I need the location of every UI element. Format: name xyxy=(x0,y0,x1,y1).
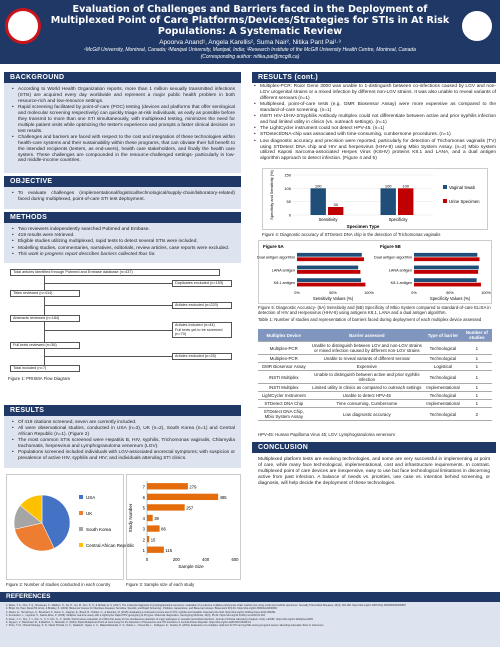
barrier-table xyxy=(258,329,492,429)
x-axis-title: Sample Size xyxy=(178,564,204,569)
legend-label: South Korea xyxy=(86,527,112,532)
legend-label: UK xyxy=(86,511,93,516)
figure-3-bar-chart xyxy=(126,474,241,580)
legend-swatch xyxy=(443,199,447,203)
y-tick-label: Dual antigen algorithm xyxy=(257,255,295,260)
table-cell: STDetect DNA Chip, Mbio System Assay xyxy=(258,408,309,421)
y-tick-label: 7 xyxy=(142,484,145,490)
x-tick-label: 0% xyxy=(294,291,300,295)
x-tick-label: 100% xyxy=(481,291,491,295)
methods-item: • 419 results were retrieved. xyxy=(10,233,235,239)
results-item: • All were observational studies, conducted in USA (n=3), UK (n=2), South Korea (n=1) and Central African Republic (n=1). (Figure 2) xyxy=(10,426,235,438)
figure-4-svg xyxy=(263,169,489,231)
table-note: HPV-45: Human Papilloma Virus 45; LGV: Lymphogranuloma venereum xyxy=(258,432,395,437)
table-row xyxy=(258,400,492,408)
conclusion-body: Multiplexed platform tests are evolving technologies, and some are very successful in implementing at point of care, while many face technological, implementational, cost and infrastructure requirements. In contrast, multiplexed point of care devices are inexpensive, easy to use but face technological limitations in discerning active from past infection. A balance of needs vs. priorities, use case vs. intention behind screening, or diagnosis, will help decide the deployment of these technologies. xyxy=(252,453,496,483)
table-header-cell: Barrier assessed xyxy=(309,329,424,342)
results-body xyxy=(4,416,241,468)
results-item: • Of 419 citations screened, seven are currently included. xyxy=(10,420,235,426)
objective-heading: OBJECTIVE xyxy=(4,176,241,187)
research-institute-logo xyxy=(459,8,495,44)
barrier-table-grid xyxy=(258,329,492,421)
reference-item: 3. Moore, E., Humphreys, S., Bouchard, F., Davis, K., Gagnier, E., Brauli, B., Hubber, C., & Daumke, M. (2015). Evaluating a multi-point-of-care test for HIV, syphilis and hepatitis: Assessing the field, https://doi.org/10.1136/sextrans-2014-051891 xyxy=(6,610,276,614)
bar xyxy=(328,207,343,215)
table-cell: Implementational xyxy=(426,385,460,390)
table-cell: Implementational xyxy=(426,401,460,406)
bar xyxy=(297,278,361,282)
table-cell: 2 xyxy=(462,408,492,421)
table-header-cell: Multiplex Device xyxy=(258,329,309,342)
legend-swatch xyxy=(443,185,447,189)
table-cell: Technological xyxy=(424,408,461,421)
flow-abstracts: Abstracts reviewed (n=184) xyxy=(10,315,80,322)
chart-title: Figure 5B xyxy=(380,244,401,249)
table-cell: STDetect DNA Chip xyxy=(258,400,309,408)
methods-item: • Two reviewers independently searched Pubmed and Embase. xyxy=(10,227,235,233)
affiliations: ¹McGill University, Montreal, Canada; ²Manipal University, Manipal, India; ³Research Institute of the McGill University Health Centre, Montreal, Canada xyxy=(84,47,416,53)
table-row xyxy=(258,342,492,355)
bar xyxy=(147,525,160,531)
y-tick-label: K8.1 antigen xyxy=(390,280,412,285)
table-cell: 1 xyxy=(462,342,492,355)
flow-titles: Titles reviewed (n=414) xyxy=(10,290,80,297)
objective-item: • To evaluate challenges (implementational/logistical/technological/supply-chain/laboratory-related) faced during multiplexed, point-of-care STI test deployment. xyxy=(10,191,235,203)
legend-swatch xyxy=(79,511,83,515)
flow-excluded-3: Articles excluded (n=28) xyxy=(172,353,232,360)
table-cell: Multiplex-PCR xyxy=(258,342,309,355)
methods-item: • Modelling studies, commentaries, narratives, editorials, review articles, case reports were excluded. xyxy=(10,246,235,252)
bar xyxy=(147,515,153,521)
table-cell: Unable to distinguish between active and prior syphilis infection xyxy=(309,371,424,384)
bar xyxy=(297,253,362,257)
table-row xyxy=(258,355,492,363)
figure-1-caption: Figure 1: PRISMA Flow Diagram xyxy=(8,376,71,381)
x-tick-label: 200 xyxy=(172,557,180,562)
reference-item: 5. Kwon, J. C., Kim, J. Y., Kim, S., C. K. Kim, S., C. (2016). Performance evaluation of a DNA chip assay for the simultaneous detection of major pathogens in sexually transmitted infections. Journal of Clinical Laboratory Analysis, 31(1): e22081. https://doi.org/10.1002/jcla.22081 xyxy=(6,617,314,621)
bar-value-label: 100 xyxy=(314,183,322,189)
bar xyxy=(297,266,358,270)
figure-2-caption: Figure 2: Number of studies conducted in each country xyxy=(6,582,111,587)
figure-5-charts xyxy=(258,240,492,304)
x-tick-label: 50% xyxy=(446,291,454,295)
bar xyxy=(414,253,477,257)
flow-excluded-1: Articles excluded (n=220) xyxy=(172,302,232,309)
x-tick-label: 50% xyxy=(329,291,337,295)
flow-included: Total included (n=7) xyxy=(10,365,80,372)
y-axis-title: Study Number xyxy=(128,503,133,533)
table-cell: Unable to distinguish between LGV and non-LGV strains or mixed infection caused by different non-LGV strains xyxy=(309,342,424,355)
figure-5-svg xyxy=(259,241,493,305)
table-cell: LightCycler Instrument xyxy=(258,392,309,400)
x-axis-title: Specimen Type xyxy=(346,224,380,229)
x-tick-label: 0 xyxy=(145,557,149,562)
y-tick-label: LANA antigen xyxy=(388,268,412,273)
methods-item: • This work in progress report describes barriers collected thus far. xyxy=(10,252,235,258)
poster-title: Evaluation of Challenges and Barriers faced in the Deployment of Multiplexed Point of Care Platforms/Devices/Strategies for STIs in At Risk Populations: A Systematic Review xyxy=(50,4,450,37)
reference-item: 1. Ricke, T. A., Chu, T. Q., Rousseau, C., Matthys, H., Sa, H., Gu, M., Kim, S. H., & Abbate, E. S. (2017). The molecular diagnosis of lymphogranuloma venereum: evaluation of a real-time multiplex polymerase chain reaction test using rectal and urethral specimens. Sexually Transmitted Diseases, 44(3), 181-182. https://doi.org/10.1097/OLQ.0000000000000567 xyxy=(6,604,407,607)
table-cell: 1 xyxy=(462,363,492,371)
results-cont-heading: RESULTS (cont.) xyxy=(252,72,496,83)
legend-label: USA xyxy=(86,495,96,500)
y-tick-label: 50 xyxy=(286,199,291,205)
background-item: • Challenges and barriers are faced with respect to the cost and integration of these technologies within health-care systems and their sustainability within these programs, that can obviate their full benefit to the intended recipients (testers, as end-users), health care stakeholders, and finally the health care system. These challenges are compounded in the resource-challenged settings- particularly in low- and middle-income countries. xyxy=(10,135,235,165)
y-tick-label: 2 xyxy=(142,537,145,543)
y-tick-label: 5 xyxy=(142,505,145,511)
legend-swatch xyxy=(79,495,83,499)
reference-item: 4. Fernandez, L., Legrand, S., Sainte-Rose, P. (2018). Multiplex real-time assay with a LightCycler Rapid HPV genotyping of 45 types. Molecular diagnostics. Genotyping Methods, 42(3), 35-42. https://doi.org/10.1016/j.mol.2018.01.003 xyxy=(6,614,265,618)
x-axis-title: Specificity Values (%) xyxy=(429,296,471,301)
table-body xyxy=(258,342,492,421)
bar xyxy=(414,266,479,270)
sample-size-chart-svg xyxy=(127,475,242,579)
table-header-cell: Number of studies xyxy=(462,329,492,342)
references-section xyxy=(0,592,500,647)
bar xyxy=(147,536,149,542)
table-row xyxy=(258,371,492,384)
y-tick-label: LANA antigen xyxy=(271,268,295,273)
flow-duplicates: Duplicates excluded (n=153) xyxy=(172,280,232,287)
y-tick-label: 6 xyxy=(142,494,145,500)
bar xyxy=(414,278,477,282)
methods-body xyxy=(4,223,241,263)
results-cont-body xyxy=(252,84,496,166)
bar-value-label: 100 xyxy=(384,183,392,189)
legend-label: Central African Republic xyxy=(86,543,135,548)
bar-value-label: 86 xyxy=(161,526,166,532)
bar xyxy=(414,270,478,274)
reference-list xyxy=(0,604,500,628)
bar-value-label: 30 xyxy=(333,202,338,207)
legend-swatch xyxy=(79,543,83,547)
background-item: • Rapid screening facilitated by point-of-care (POC) testing (devices and platforms that offer serological and molecular screening respectively) can quickly triage at-risk individuals, as early as possible before they transmit to more than one STI simultaneously, with multiplexed testing, minimizes the need for multiple patient visits while optimizing the tester's experience and prompts a faster clinical decision on test results. xyxy=(10,105,235,135)
results-heading: RESULTS xyxy=(4,405,241,416)
y-axis-title: Specificity and Sensitivity (%) xyxy=(270,170,274,220)
table-header-cell: Type of barrier xyxy=(424,329,461,342)
results-item: • The most common STIs screened were Hepatitis B, HIV, syphilis, Trichomonas vaginalis, Chlamydia trachomatis, herpesvirus and Lymphogranuloma venereum (LGV). xyxy=(10,438,235,450)
figure-4-caption: Figure 4: Diagnostic accuracy of STDetect DNA chip in the detection of Trichomonas vaginalis xyxy=(262,232,441,237)
bar xyxy=(147,504,185,510)
reference-item: 7. Pinto, T. M., Ohavat Mutinge, S. R., Maria Tchinda, Fl, C., Natalia D., Ngwa, A. C., Makambibukuita, C. S., Dahia, L., Onsemble, L., Dubiguez, E., Teanka, D. (2019). Evaluation of a multiplex rapid test for HIV and syphilis among pregnant women attending antenatal clinics in Cameroon. xyxy=(6,624,325,628)
legend-label: Vaginal Swab xyxy=(449,185,475,190)
table-cell: Time consuming, Cumbersome xyxy=(309,400,424,408)
y-tick-label: 100 xyxy=(284,185,291,191)
mcgill-logo xyxy=(5,8,41,44)
y-tick-label: 3 xyxy=(142,526,145,532)
reference-item: 6. Nguyen, V., Blanchard, B., & Madhuri, V., Sikandar, K. (2020). Rapid Multiplexed Point-of-Care Assay for the Detection of Herpesvirus and HIV Infections in Central African Republic. https://doi.org/10.1128/JCM.00045-19 xyxy=(6,621,251,625)
table-cell: 1 xyxy=(462,371,492,384)
x-tick-label: 600 xyxy=(231,557,239,562)
bar-value-label: 15 xyxy=(150,537,156,543)
table-row xyxy=(258,363,492,371)
results-cont-item: • Multiplexed, point-of-care tests (e.g. GMR Biosensor Assay) were more expensive as compared to the standard-of-care screening. (n=1) xyxy=(252,102,496,114)
table-cell: INSTI Multiplex xyxy=(258,384,309,392)
bar xyxy=(147,483,188,489)
bar-value-label: 115 xyxy=(165,547,173,553)
table-cell: Technological xyxy=(424,371,461,384)
x-tick-label: Sensitivity xyxy=(318,217,338,222)
y-tick-label: 150 xyxy=(284,172,291,178)
flow-excluded-2: Articles included (n=44) Full texts yet to be screened (n=70) xyxy=(172,322,232,338)
objective-body xyxy=(4,187,241,209)
background-heading: BACKGROUND xyxy=(4,72,241,83)
bar-value-label: 279 xyxy=(189,484,197,490)
bar xyxy=(297,270,360,274)
chart-title: Figure 5A xyxy=(263,244,284,249)
table-row xyxy=(258,392,492,400)
bar xyxy=(398,188,413,215)
x-axis-title: Sensitivity Values (%) xyxy=(312,296,354,301)
table-cell: GMR Biosensor Assay xyxy=(258,363,309,371)
prisma-flow-diagram xyxy=(4,266,241,401)
table-cell: Technological xyxy=(424,355,461,363)
bar-value-label: 257 xyxy=(186,505,194,511)
flow-total: Total articles identified through Pubmed and Embase database (n=437) xyxy=(10,269,220,276)
y-tick-label: 0 xyxy=(288,212,291,218)
conclusion-heading: CONCLUSION xyxy=(252,442,496,453)
table-cell: 1 xyxy=(462,400,492,408)
y-tick-label: 4 xyxy=(142,516,145,522)
bar xyxy=(297,257,364,261)
x-tick-label: 100% xyxy=(364,291,374,295)
methods-item: • Eligible studies utilizing multiplexed, rapid tests to detect several STIs were included. xyxy=(10,239,235,245)
table-cell: INSTI Multiplex xyxy=(258,371,309,384)
table-cell: Technological xyxy=(424,342,461,355)
table-cell: Low diagnostic accuracy xyxy=(309,408,424,421)
results-cont-item: • INSTI HIV-1/HIV-2/Syphilis Antibody multiplex could not differentiate between active and prior syphilis infection and had limited utility in clinics (vs. outreach settings). (n=1) xyxy=(252,114,496,126)
legend-swatch xyxy=(79,527,83,531)
background-body xyxy=(4,83,241,173)
table-1-caption: Table 1: Number of studies and representation of barriers faced during deployment of each multiplex device assessed xyxy=(258,317,482,322)
bar xyxy=(297,283,365,287)
figure-5-caption: Figure 5: Diagnostic Accuracy- (5A) Sensitivity and (5B) Specificity of Mbio System compared to standard-of-care ELISA in detection of HIV and Herpesvirus (HHV-8) using antigens K8.1, LANA and a dual antigen algorithm. xyxy=(258,305,491,316)
table-cell: Technological xyxy=(424,392,461,400)
results-cont-item: • Multiplex-PCR: Roior Gene 3000 was unable to 1-distinguish between co-infections caused by LGV and non-LGV urogenital strains or a mixed infection by different non-LGV strains. It was also unable to reveal variants of different serovars (n=1) xyxy=(252,84,496,102)
bar xyxy=(381,188,396,215)
table-cell: Unable to reveal variants of different serovar xyxy=(309,355,424,363)
table-cell: 1 xyxy=(462,384,492,392)
y-tick-label: Dual antigen algorithm xyxy=(374,255,412,260)
y-tick-label: 1 xyxy=(142,547,145,553)
results-cont-item: • STDetect/DNA-chip was associated with time-consuming, cumbersome procedures. (n=1) xyxy=(252,132,496,138)
bar xyxy=(414,257,480,261)
table-header-row xyxy=(258,329,492,342)
reference-item: 2. Bhatt, Ck, Paul, Dana Hill, Ernst, & Bradley, S. (2019). Biosensor Assays for Infectious diseases: Sensitive, Specific, and Rapid Screening - Pollution, Aquaculture, and Biosensor Assays. Biosensors 9(3) 81. https://doi.org/10.3390/bios9030081 xyxy=(6,607,278,611)
figure-4-bar-chart xyxy=(262,168,488,230)
background-item: • According to World Health Organization reports, more than 1 million sexually transmitted infections (STIs) are acquired every day worldwide and represent a major public health problem in both resource-rich and low-resource settings. xyxy=(10,87,235,105)
table-row xyxy=(258,384,492,392)
table-cell: Limited utility in clinics as compared to outreach settings xyxy=(309,384,424,392)
results-cont-item: • Low diagnostic accuracy and precision were reported, particularly for detection of Trichomonas vaginalis (TV) using STDetect DNA chip and HIV and herpesvirus (HHV-8) using Mbio System Assay. (n=2) Mbio system utilized Kaposi Sarcoma-associated Herpes Virus (KSHV) proteins K8.1 and LANA, and a dual antigen algorithm approach to detect infection. (Figure 4 and 5) xyxy=(252,139,496,163)
bar xyxy=(147,547,164,553)
table-row xyxy=(258,408,492,421)
table-cell: 1 xyxy=(462,392,492,400)
flow-fulltext: Full texts reviewed (n=36) xyxy=(10,342,80,349)
bar-value-label: 485 xyxy=(219,494,227,500)
x-tick-label: 0% xyxy=(411,291,417,295)
bar-value-label: 39 xyxy=(154,516,159,522)
table-cell: Expensive xyxy=(309,363,424,371)
bar xyxy=(147,494,218,500)
results-item: • Populations screened included individuals with LGV-associated anorectal symptoms; with suspicion or prevalence of active HIV, syphilis and HIV; and individuals attending STI clinics. xyxy=(10,450,235,462)
table-cell: 1 xyxy=(462,355,492,363)
x-tick-label: Specificity xyxy=(388,217,408,222)
legend-label: Urine Specimen xyxy=(449,199,480,204)
table-cell: Logistical xyxy=(424,363,461,371)
poster-header xyxy=(0,0,500,64)
bar xyxy=(414,283,481,287)
results-cont-item: • The LightCycler instrument could not detect HPV-45. (n=1) xyxy=(252,126,496,132)
methods-heading: METHODS xyxy=(4,212,241,223)
table-cell: Multiplex-PCR xyxy=(258,355,309,363)
bar xyxy=(311,188,326,215)
figure-3-caption: Figure 3: Sample size of each study xyxy=(126,582,195,587)
x-tick-label: 400 xyxy=(202,557,210,562)
y-tick-label: K8.1 antigen xyxy=(273,280,295,285)
author-list: Apoorva Anand¹, Angela Karellis², Suma Nair², Nitika Pant Pai¹·³ xyxy=(159,39,341,46)
references-heading: REFERENCES xyxy=(0,592,500,602)
bar-value-label: 100 xyxy=(402,183,410,189)
table-cell: Unable to detect HPV-45 xyxy=(309,392,424,400)
contact: (Corresponding author: nitika.pai@mcgill.ca) xyxy=(200,53,300,60)
